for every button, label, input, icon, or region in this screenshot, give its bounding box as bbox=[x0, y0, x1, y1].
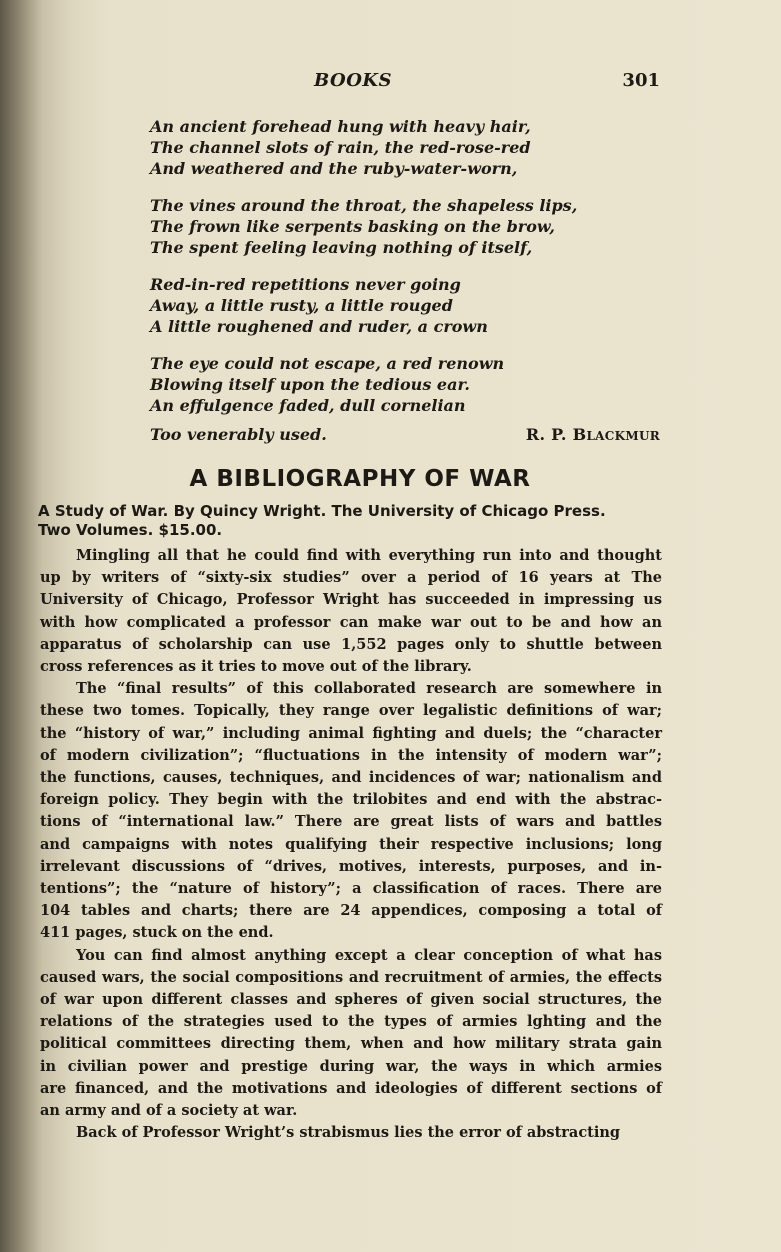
poem-line: Red-in-red repetitions never going bbox=[150, 275, 461, 294]
text-line: 104 tables and charts; there are 24 appendices, composing a total of bbox=[40, 902, 662, 920]
text-line: the functions, causes, techniques, and incidences of war; nationalism and bbox=[40, 769, 662, 787]
text-line: Mingling all that he could find with everything run into and thought bbox=[76, 547, 662, 564]
poem-line: Blowing itself upon the tedious ear. bbox=[150, 375, 470, 394]
poem-closing bbox=[150, 425, 660, 447]
review-paragraph bbox=[40, 945, 662, 1123]
poem bbox=[150, 116, 660, 432]
running-title: BOOKS bbox=[314, 70, 393, 91]
text-line: tentions”; the “nature of history”; a classification of races. There are bbox=[40, 880, 662, 898]
poem-line: An ancient forehead hung with heavy hair, bbox=[150, 117, 531, 136]
text-line: political committees directing them, when and how military strata gain bbox=[40, 1035, 662, 1053]
text-line: of war upon different classes and spheres of given social structures, the bbox=[40, 991, 662, 1009]
text-line: tions of “international law.” There are great lists of wars and battles bbox=[40, 813, 662, 831]
review-paragraph bbox=[40, 1122, 662, 1144]
text-line: relations of the strategies used to the types of armies lghting and the bbox=[40, 1013, 662, 1031]
poem-line: The frown like serpents basking on the brow, bbox=[150, 217, 555, 236]
text-line: an army and of a society at war. bbox=[40, 1102, 298, 1120]
text-line: and campaigns with notes qualifying their respective inclusions; long bbox=[40, 835, 662, 853]
poem-line: The eye could not escape, a red renown bbox=[150, 354, 505, 373]
page-header bbox=[60, 70, 660, 102]
poem-line: Away, a little rusty, a little rouged bbox=[150, 296, 453, 315]
review-paragraph bbox=[40, 545, 662, 678]
text-line: 411 pages, stuck on the end. bbox=[40, 924, 274, 942]
poem-line: A little roughened and ruder, a crown bbox=[150, 317, 488, 336]
author-initials: R. P. B bbox=[525, 425, 587, 444]
text-line: the “history of war,” including animal fighting and duels; the “character bbox=[40, 724, 662, 742]
poem-line: An effulgence faded, dull cornelian bbox=[150, 396, 466, 415]
citation-line: Two Volumes. $15.00. bbox=[38, 521, 223, 539]
poem-stanza bbox=[150, 274, 660, 337]
poem-line: The vines around the throat, the shapeless lips, bbox=[150, 196, 578, 215]
page-number: 301 bbox=[622, 70, 660, 91]
text-line: with how complicated a professor can make war out to be and how an bbox=[40, 613, 662, 631]
poem-line: The channel slots of rain, the red-rose-red bbox=[150, 138, 531, 157]
text-line: You can find almost anything except a clear conception of what has bbox=[76, 946, 662, 964]
poem-author bbox=[526, 425, 660, 444]
poem-stanza bbox=[150, 353, 660, 416]
book-citation bbox=[38, 502, 663, 540]
author-surname-smallcaps: LACKMUR bbox=[586, 429, 660, 443]
text-line: foreign policy. They begin with the trilobites and end with the abstrac- bbox=[40, 791, 662, 809]
text-line: caused wars, the social compositions and recruitment of armies, the effects bbox=[40, 968, 662, 986]
review-paragraph bbox=[40, 678, 662, 944]
poem-line: And weathered and the ruby-water-worn, bbox=[150, 159, 518, 178]
text-line: these two tomes. Topically, they range over legalistic definitions of war; bbox=[40, 702, 662, 720]
text-line: University of Chicago, Professor Wright has succeeded in impressing us bbox=[40, 591, 662, 609]
poem-stanza bbox=[150, 116, 660, 179]
citation-line: A Study of War. By Quincy Wright. The University of Chicago Press. bbox=[38, 502, 606, 520]
text-line: cross references as it tries to move out of the library. bbox=[40, 658, 472, 676]
text-line: are financed, and the motivations and ideologies of different sections of bbox=[40, 1079, 662, 1097]
poem-last-line: Too venerably used. bbox=[150, 425, 327, 444]
text-line: apparatus of scholarship can use 1,552 pages only to shuttle between bbox=[40, 635, 662, 653]
review-body bbox=[40, 545, 662, 1144]
review-heading: A BIBLIOGRAPHY OF WAR bbox=[189, 466, 531, 492]
text-line: up by writers of “sixty-six studies” over a period of 16 years at The bbox=[40, 569, 662, 587]
text-line: of modern civilization”; “fluctuations in the intensity of modern war”; bbox=[40, 746, 662, 764]
text-line: Back of Professor Wright’s strabismus lies the error of abstracting bbox=[76, 1124, 621, 1142]
text-line: irrelevant discussions of “drives, motives, interests, purposes, and in- bbox=[40, 857, 662, 875]
text-line: in civilian power and prestige during war, the ways in which armies bbox=[40, 1057, 662, 1075]
poem-line: The spent feeling leaving nothing of itself, bbox=[150, 238, 533, 257]
poem-stanza bbox=[150, 195, 660, 258]
text-line: The “final results” of this collaborated research are somewhere in bbox=[76, 680, 662, 698]
